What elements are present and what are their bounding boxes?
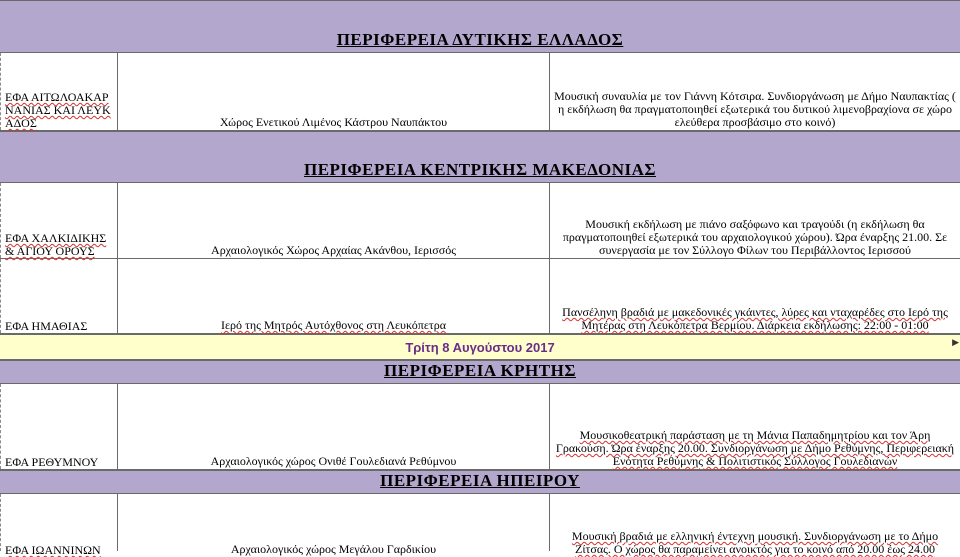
event-cell[interactable] xyxy=(550,259,960,333)
table-row[interactable] xyxy=(0,384,960,470)
site-name: Χώρος Ενετικού Λιμένος Κάστρου Ναυπάκτου xyxy=(219,115,448,129)
agency-name: ΕΦΑ ΑΙΤΩΛΟΑΚΑΡΝΑΝΙΑΣ ΚΑΙ ΛΕΥΚΑΔΟΣ xyxy=(5,90,111,130)
agency-cell[interactable] xyxy=(0,183,118,258)
triangle-right-icon: ▶ xyxy=(952,338,959,348)
date-banner xyxy=(0,334,960,360)
table-row[interactable] xyxy=(0,494,960,557)
event-description: Μουσικοθεατρική παράσταση με τη Μάνια Παπαδημητρίου και τον Άρη Γρακούση. Ώρα έναρξης 20.00. Συνδιοργάνωση με Δήμο Ρεθύμνης, Περιφερειακή Ενότητα Ρεθύμνης & Πολιτιστικός Σύλλογος Γουλεδιανών xyxy=(555,428,955,468)
table-row[interactable] xyxy=(0,183,960,259)
agency-name: ΕΦΑ ΙΩΑΝΝΙΝΩΝ xyxy=(5,543,101,557)
event-cell[interactable] xyxy=(550,384,960,469)
agency-cell[interactable] xyxy=(0,384,118,469)
event-description: Πανσέληνη βραδιά με μακεδονικές γκάιντες, λύρες και νταχαρέδες στο Ιερό της Μητέρας στη Λευκόπετρα Βερμίου. Διάρκεια εκδήλωσης: 22:00 - 01:00 xyxy=(562,305,948,332)
site-name: Αρχαιολογικός χώρος Ονιθέ Γουλεδιανά Ρεθύμνου xyxy=(210,454,457,468)
section-title: ΠΕΡΙΦΕΡΕΙΑ ΗΠΕΙΡΟΥ xyxy=(380,471,580,490)
section-header-crete xyxy=(0,360,960,384)
section-title: ΠΕΡΙΦΕΡΕΙΑ ΚΕΝΤΡΙΚΗΣ ΜΑΚΕΔΟΝΙΑΣ xyxy=(303,160,657,179)
site-cell[interactable] xyxy=(118,494,550,556)
agency-cell[interactable] xyxy=(0,259,118,333)
agency-name: ΕΦΑ ΡΕΘΥΜΝΟΥ xyxy=(5,455,99,469)
event-description: Μουσική συναυλία με τον Γιάννη Κότσιρα. Συνδιοργάνωση με Δήμο Ναυπακτίας ( η εκδήλωση θα πραγματοποιηθεί εξωτερικά του δυτικού λιμενοβραχίονα σε χώρο ελεύθερα προσβάσιμο στο κοινό) xyxy=(554,89,956,129)
event-cell[interactable] xyxy=(550,53,960,130)
table-row[interactable] xyxy=(0,53,960,131)
site-name: Ιερό της Μητρός Αυτόχθονος στη Λευκόπετρα xyxy=(221,318,446,332)
site-cell[interactable] xyxy=(118,53,550,130)
site-cell[interactable] xyxy=(118,259,550,333)
section-title: ΠΕΡΙΦΕΡΕΙΑ ΚΡΗΤΗΣ xyxy=(384,361,576,380)
table-row[interactable] xyxy=(0,259,960,334)
event-description: Μουσική εκδήλωση με πιάνο σαξόφωνο και τραγούδι (η εκδήλωση θα πραγματοποιηθεί εξωτερικά του αρχαιολογικού χώρου). Ώρα έναρξης 21.00. Σε συνεργασία με τον Σύλλογο Φίλων του Περιβάλλοντος Ιερισσού xyxy=(562,217,948,257)
event-cell[interactable] xyxy=(550,183,960,258)
site-cell[interactable] xyxy=(118,183,550,258)
site-name: Αρχαιολογικός Χώρος Αρχαίας Ακάνθου, Ιερισσός xyxy=(211,243,456,257)
agency-name: ΕΦΑ ΧΑΛΚΙΔΙΚΗΣ & ΑΓΙΟΥ ΟΡΟΥΣ xyxy=(5,231,107,258)
section-header-west-greece xyxy=(0,0,960,53)
section-header-epirus xyxy=(0,470,960,494)
site-name: Αρχαιολογικός χώρος Μεγάλου Γαρδικίου xyxy=(230,542,437,556)
agency-name: ΕΦΑ ΗΜΑΘΙΑΣ xyxy=(5,319,88,333)
agency-cell[interactable] xyxy=(0,494,118,557)
section-title: ΠΕΡΙΦΕΡΕΙΑ ΔΥΤΙΚΗΣ ΕΛΛΑΔΟΣ xyxy=(336,30,624,49)
date-text: Τρίτη 8 Αυγούστου 2017 xyxy=(405,339,555,355)
section-header-central-macedonia xyxy=(0,131,960,183)
agency-cell[interactable] xyxy=(0,53,118,130)
event-description: Μουσική βραδιά με ελληνική έντεχνη μουσική. Συνδιοργάνωση με το Δήμο Ζίτσας. Ο χώρος θα παραμείνει ανοικτός για το κοινό από 20.00 έως 24.00 xyxy=(571,529,939,556)
event-cell[interactable] xyxy=(550,494,960,556)
site-cell[interactable] xyxy=(118,384,550,469)
